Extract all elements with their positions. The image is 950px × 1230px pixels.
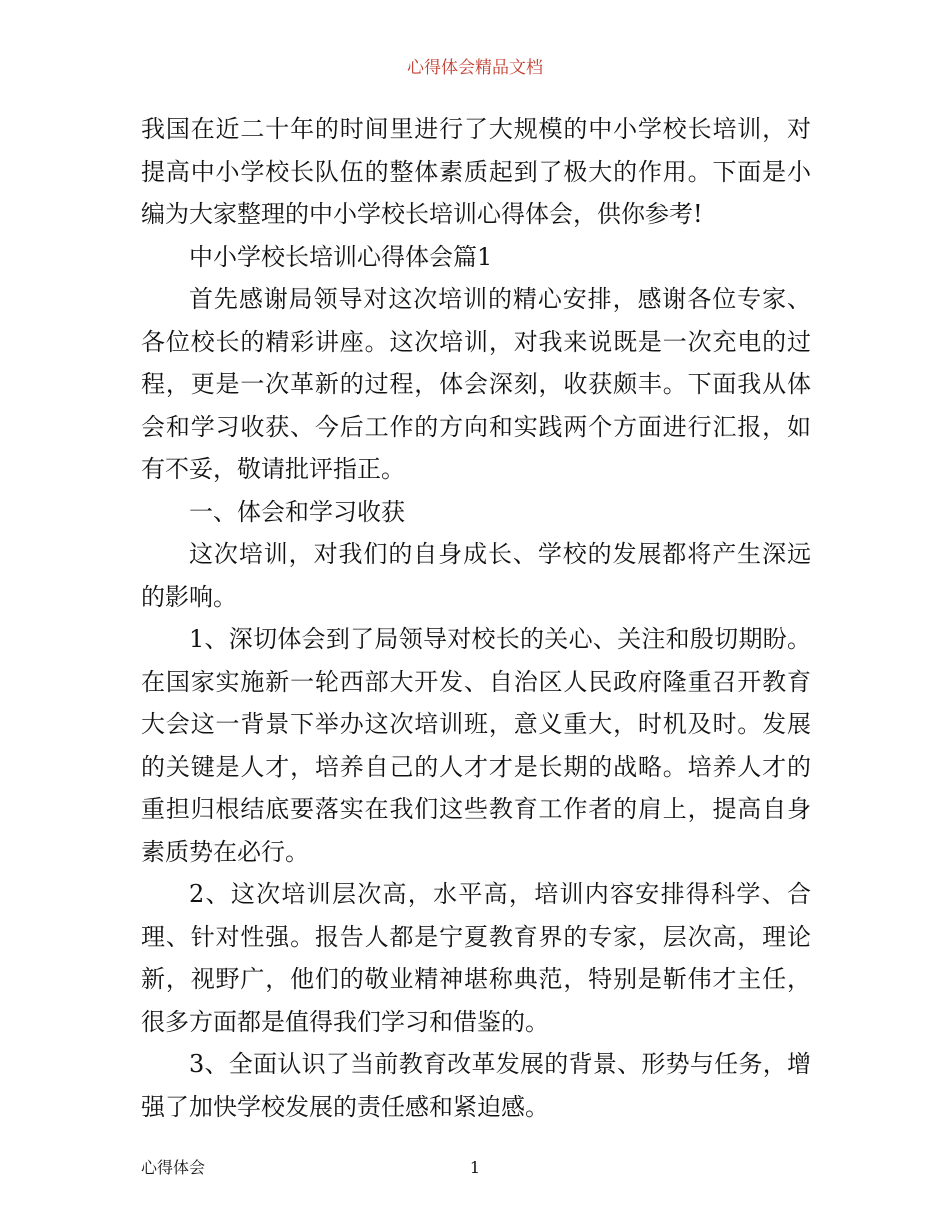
page-footer xyxy=(0,1156,950,1180)
numbered-paragraph: 2、这次培训层次高，水平高，培训内容安排得科学、合理、针对性强。报告人都是宁夏教育界的专家，层次高，理论新，视野广，他们的敬业精神堪称典范，特别是靳伟才主任，很多方面都是值得我们学习和借鉴的。 xyxy=(141,880,811,1036)
numbered-paragraph: 3、全面认识了当前教育改革发展的背景、形势与任务，增强了加快学校发展的责任感和紧迫感。 xyxy=(141,1050,811,1121)
page-header: 心得体会精品文档 xyxy=(407,58,543,78)
document-body xyxy=(141,108,811,1128)
footer-label: 心得体会 xyxy=(141,1158,206,1177)
body-paragraph: 这次培训，对我们的自身成长、学校的发展都将产生深远的影响。 xyxy=(141,540,811,611)
numbered-paragraph: 1、深切体会到了局领导对校长的关心、关注和殷切期盼。在国家实施新一轮西部大开发、自治区人民政府隆重召开教育大会这一背景下举办这次培训班，意义重大，时机及时。发展的关键是人才，培养自己的人才才是长期的战略。培养人才的重担归根结底要落实在我们这些教育工作者的肩上，提高自身素质势在必行。 xyxy=(141,625,811,866)
intro-paragraph: 我国在近二十年的时间里进行了大规模的中小学校长培训，对提高中小学校长队伍的整体素质起到了极大的作用。下面是小编为大家整理的中小学校长培训心得体会，供你参考! xyxy=(141,115,811,228)
body-paragraph: 首先感谢局领导对这次培训的精心安排，感谢各位专家、各位校长的精彩讲座。这次培训，对我来说既是一次充电的过程，更是一次革新的过程，体会深刻，收获颇丰。下面我从体会和学习收获、今后工作的方向和实践两个方面进行汇报，如有不妥，敬请批评指正。 xyxy=(141,285,811,483)
page-number: 1 xyxy=(469,1158,481,1177)
subsection-heading: 一、体会和学习收获 xyxy=(189,497,405,526)
section-title: 中小学校长培训心得体会篇1 xyxy=(189,242,493,271)
